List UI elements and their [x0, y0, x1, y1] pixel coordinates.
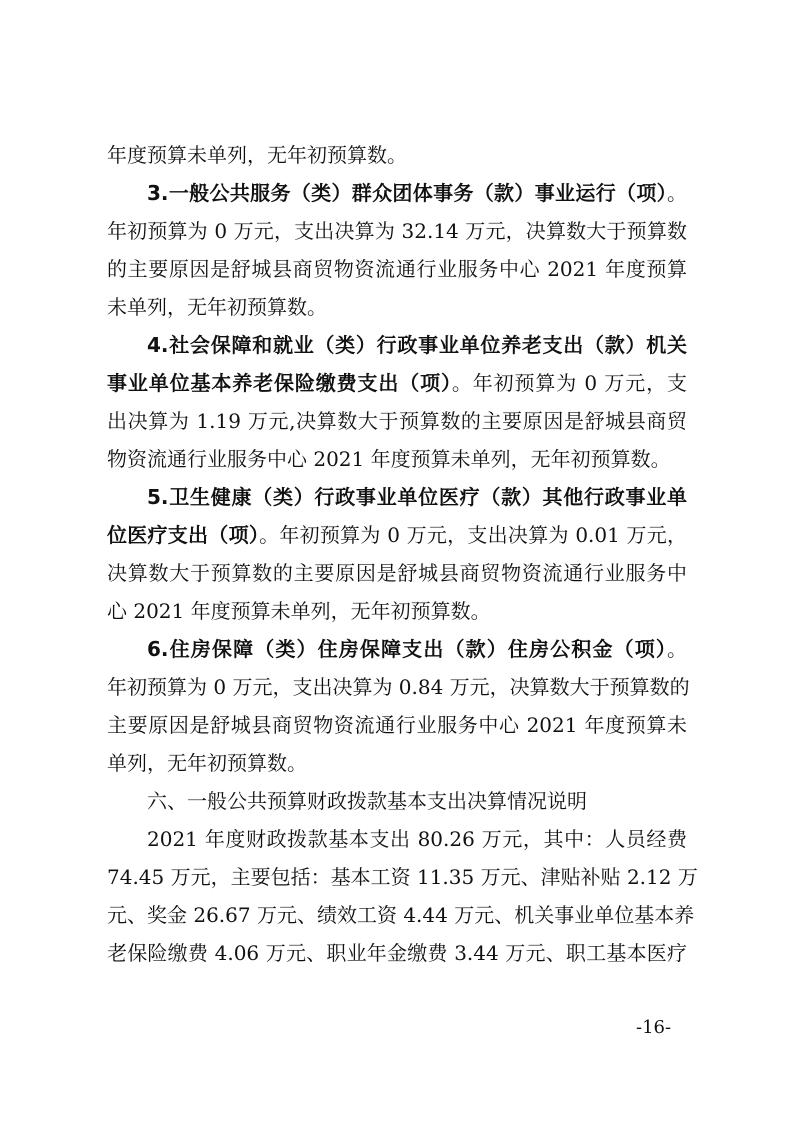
paragraph-line: 元、奖金 26.67 万元、绩效工资 4.44 万元、机关事业单位基本养: [107, 903, 695, 927]
section-heading-5-cont: [107, 516, 687, 554]
paragraph-line: 年初预算为 0 万元，支出决算为 32.14 万元，决算数大于预算数: [107, 219, 687, 243]
heading-5-tail: 。年初预算为 0 万元，支出决算为 0.01 万元，: [259, 523, 688, 547]
paragraph-line: 年度预算未单列，无年初预算数。: [107, 143, 407, 167]
paragraph-line: 主要原因是舒城县商贸物资流通行业服务中心 2021 年度预算未: [107, 713, 687, 737]
heading-4-tail: 。年初预算为 0 万元，支: [451, 371, 687, 395]
paragraph-line: 物资流通行业服务中心 2021 年度预算未单列，无年初预算数。: [107, 447, 671, 471]
section-title-6: 六、一般公共预算财政拨款基本支出决算情况说明: [147, 789, 587, 813]
section-heading-6: [147, 630, 687, 668]
heading-5-text-a: 5.卫生健康（类）行政事业单位医疗（款）其他行政事业单: [147, 485, 687, 509]
section-heading-5: [147, 478, 687, 516]
paragraph-line: 的主要原因是舒城县商贸物资流通行业服务中心 2021 年度预算: [107, 257, 687, 281]
paragraph-line: 单列，无年初预算数。: [107, 751, 307, 775]
section-heading-4-cont: [107, 364, 687, 402]
page-number: -16-: [636, 1017, 672, 1038]
paragraph-line: 年初预算为 0 万元，支出决算为 0.84 万元，决算数大于预算数的: [107, 675, 690, 699]
paragraph-line: 74.45 万元，主要包括：基本工资 11.35 万元、津贴补贴 2.12 万: [107, 865, 698, 889]
heading-6-text: 6.住房保障（类）住房保障支出（款）住房公积金（项）: [147, 637, 667, 661]
heading-4-text-b: 事业单位基本养老保险缴费支出（项）: [107, 371, 452, 395]
paragraph-line: 老保险缴费 4.06 万元、职业年金缴费 3.44 万元、职工基本医疗: [107, 941, 687, 965]
heading-3-punct: 。: [667, 181, 687, 205]
paragraph-line: 未单列，无年初预算数。: [107, 295, 327, 319]
paragraph-line: 心 2021 年度预算未单列，无年初预算数。: [107, 599, 491, 623]
heading-6-punct: 。: [667, 637, 687, 661]
heading-3-text: 3.一般公共服务（类）群众团体事务（款）事业运行（项）: [147, 181, 667, 205]
paragraph-line: 决算数大于预算数的主要原因是舒城县商贸物资流通行业服务中: [107, 561, 687, 585]
heading-5-text-b: 位医疗支出（项）: [107, 523, 260, 547]
paragraph-line: 出决算为 1.19 万元,决算数大于预算数的主要原因是舒城县商贸: [107, 409, 687, 433]
section-heading-3: [147, 174, 687, 212]
paragraph-line: 2021 年度财政拨款基本支出 80.26 万元，其中：人员经费: [147, 827, 687, 851]
heading-4-text-a: 4.社会保障和就业（类）行政事业单位养老支出（款）机关: [147, 333, 687, 357]
section-heading-4: [147, 326, 687, 364]
